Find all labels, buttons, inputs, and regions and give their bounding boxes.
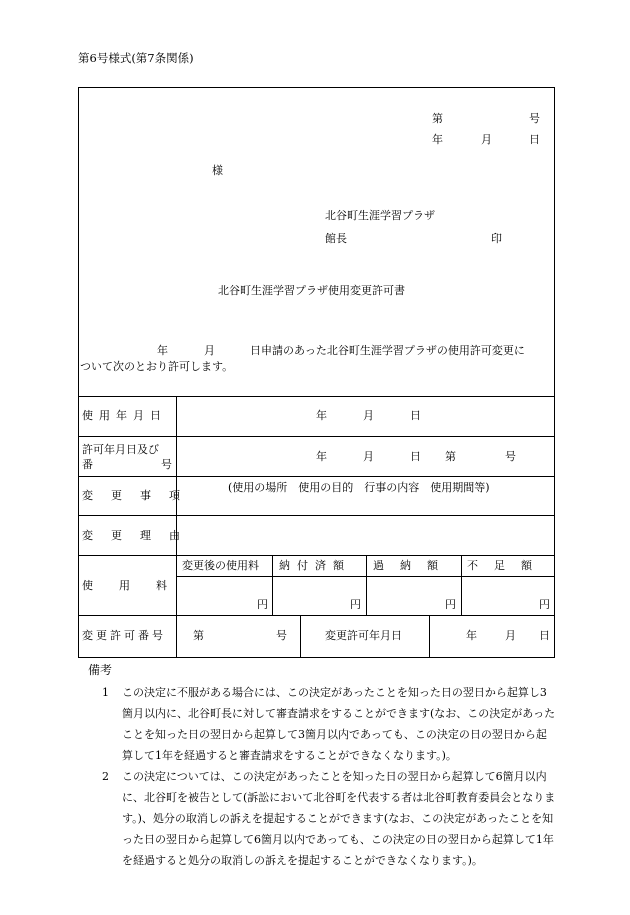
change-permit-no-suffix: 号 bbox=[276, 629, 287, 642]
permit-row-divider bbox=[300, 615, 301, 658]
change-permit-month: 月 bbox=[505, 629, 516, 642]
fee-column-divider bbox=[366, 555, 367, 615]
remark-item bbox=[102, 766, 557, 871]
fee-label: 使用料 bbox=[82, 579, 193, 592]
permit-no-suffix: 号 bbox=[505, 450, 516, 463]
fee-unit-yen: 円 bbox=[350, 598, 361, 611]
remarks-section bbox=[88, 663, 557, 871]
change-items-label: 変更事項 bbox=[82, 489, 198, 502]
issue-day-label: 日 bbox=[529, 133, 540, 146]
change-permit-year: 年 bbox=[466, 629, 477, 642]
remark-number: 1 bbox=[102, 686, 109, 699]
fee-column-header-shortage: 不足額 bbox=[467, 559, 548, 572]
body-month: 月 bbox=[204, 344, 215, 357]
table-row-divider bbox=[78, 615, 555, 616]
change-items-note: (使用の場所 使用の目的 行事の内容 使用期間等) bbox=[228, 481, 490, 494]
remark-item bbox=[102, 682, 557, 766]
seal-mark: 印 bbox=[491, 232, 502, 245]
permit-date-day: 日 bbox=[410, 450, 421, 463]
table-top-border bbox=[78, 396, 555, 397]
table-row-divider bbox=[78, 476, 555, 477]
permit-no-prefix: 第 bbox=[445, 450, 456, 463]
change-permit-no-prefix: 第 bbox=[193, 629, 204, 642]
body-line2-text: ついて次のとおり許可します。 bbox=[80, 360, 234, 373]
fee-unit-yen: 円 bbox=[445, 598, 456, 611]
table-row-divider bbox=[78, 436, 555, 437]
permit-date-label-line1: 許可年月日及び bbox=[82, 443, 159, 456]
table-row-divider bbox=[78, 515, 555, 516]
change-permit-day: 日 bbox=[539, 629, 550, 642]
addressee-suffix: 様 bbox=[212, 164, 223, 177]
remark-text: この決定に不服がある場合には、この決定があったことを知った日の翌日から起算し3箇月以内に、北谷町長に対して審査請求をすることができます(なお、この決定があったことを知った日の翌日から起算して3箇月以内であっても、この決定の日の翌日から起算して1年を経過すると審査請求をすることができなくなります。)。 bbox=[122, 686, 556, 762]
fee-unit-yen: 円 bbox=[539, 598, 550, 611]
change-permit-date-label: 変更許可年月日 bbox=[325, 629, 402, 642]
issue-month-label: 月 bbox=[481, 133, 492, 146]
body-line1-text: 日申請のあった北谷町生涯学習プラザの使用許可変更に bbox=[250, 344, 525, 357]
remark-number: 2 bbox=[102, 770, 109, 783]
permit-date-month: 月 bbox=[363, 450, 374, 463]
issuer-organization: 北谷町生涯学習プラザ bbox=[325, 209, 435, 222]
body-year: 年 bbox=[157, 344, 168, 357]
fee-column-header-after-change: 変更後の使用料 bbox=[182, 559, 259, 572]
fee-column-header-overpaid: 過納額 bbox=[373, 559, 454, 572]
form-caption: 第6号様式(第7条関係) bbox=[78, 51, 194, 65]
table-row-divider bbox=[78, 555, 555, 556]
change-permit-no-label: 変更許可番号 bbox=[82, 629, 166, 642]
permit-date-label-line2: 番 号 bbox=[82, 458, 172, 471]
remark-text: この決定については、この決定があったことを知った日の翌日から起算して6箇月以内に、北谷町を被告として(訴訟において北谷町を代表する者は北谷町教育委員会となります。)、処分の取消しの訴えを提起することができます(なお、この決定があったことを知った日の翌日から起算して6箇月以内であっても、この決定の日の翌日から起算して1年を経過すると処分の取消しの訴えを提起することができなくなります。)。 bbox=[122, 770, 556, 867]
doc-number-suffix: 号 bbox=[529, 112, 540, 125]
doc-number-prefix: 第 bbox=[432, 112, 443, 125]
usage-date-year: 年 bbox=[316, 409, 327, 422]
fee-column-header-paid: 納付済額 bbox=[279, 559, 351, 572]
issue-year-label: 年 bbox=[432, 133, 443, 146]
document-title: 北谷町生涯学習プラザ使用変更許可書 bbox=[218, 284, 405, 297]
fee-column-divider bbox=[272, 555, 273, 615]
usage-date-day: 日 bbox=[410, 409, 421, 422]
fee-unit-yen: 円 bbox=[257, 598, 268, 611]
remarks-title: 備考 bbox=[88, 663, 113, 677]
usage-date-label: 使用年月日 bbox=[82, 409, 167, 422]
usage-date-month: 月 bbox=[363, 409, 374, 422]
issuer-title: 館長 bbox=[325, 232, 347, 245]
change-reason-label: 変更理由 bbox=[82, 529, 198, 542]
permit-row-divider bbox=[429, 615, 430, 658]
permit-date-year: 年 bbox=[316, 450, 327, 463]
fee-column-divider bbox=[461, 555, 462, 615]
label-column-divider bbox=[176, 396, 177, 658]
